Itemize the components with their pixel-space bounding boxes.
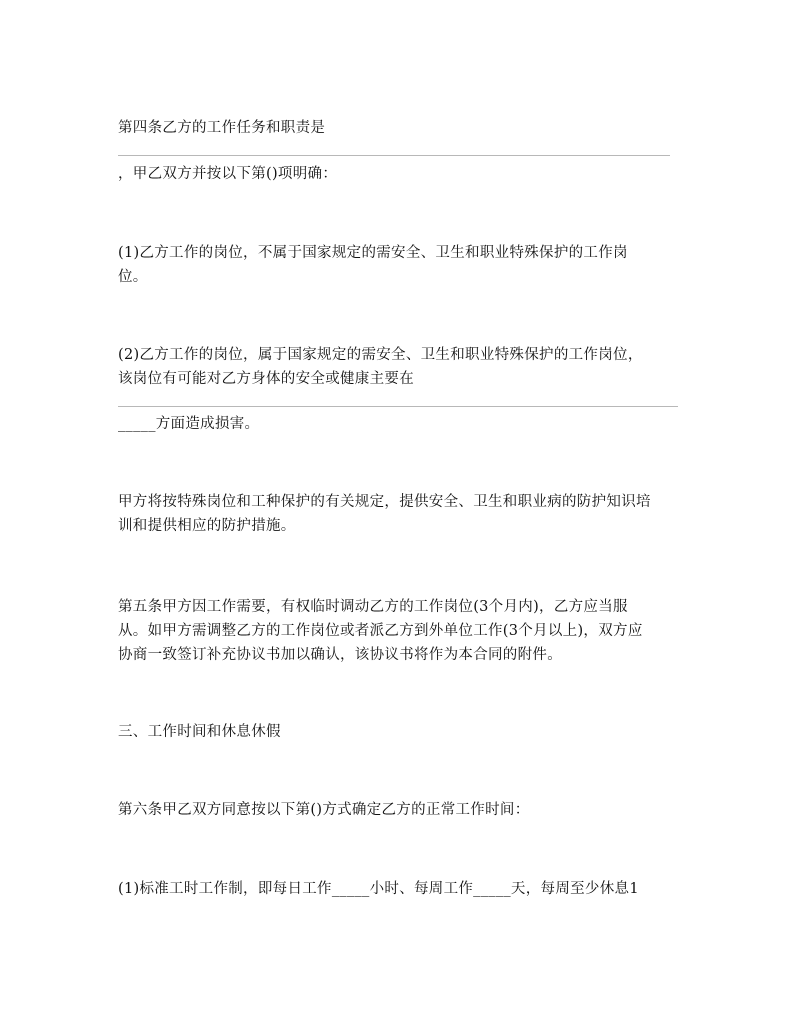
article4-option1-line2: 位。 xyxy=(118,269,148,285)
protection-line2: 训和提供相应的防护措施。 xyxy=(118,518,296,534)
article4-option2-line2: 该岗位有可能对乙方身体的安全或健康主要在 xyxy=(118,371,414,387)
article4-line2: ，甲乙双方并按以下第()项明确： xyxy=(118,166,338,182)
article4-option2-line3: _____方面造成损害。 xyxy=(118,416,260,432)
article6-option1: (1)标准工时工作制，即每日工作_____小时、每周工作_____天，每周至少休息1 xyxy=(118,881,639,897)
blank-fill-line xyxy=(118,155,670,156)
article4-option1-line1: (1)乙方工作的岗位，不属于国家规定的需安全、卫生和职业特殊保护的工作岗 xyxy=(118,245,628,261)
article5-line3: 协商一致签订补充协议书加以确认，该协议书将作为本合同的附件。 xyxy=(118,647,562,663)
article5-line1: 第五条甲方因工作需要，有权临时调动乙方的工作岗位(3个月内)，乙方应当服 xyxy=(118,599,628,615)
protection-line1: 甲方将按特殊岗位和工种保护的有关规定，提供安全、卫生和职业病的防护知识培 xyxy=(118,494,651,510)
section3-heading: 三、工作时间和休息休假 xyxy=(118,724,281,740)
blank-fill-line xyxy=(118,406,678,407)
article6-line1: 第六条甲乙双方同意按以下第()方式确定乙方的正常工作时间： xyxy=(118,802,530,818)
article4-option2-line1: (2)乙方工作的岗位，属于国家规定的需安全、卫生和职业特殊保护的工作岗位， xyxy=(118,347,643,363)
article5-line2: 从。如甲方需调整乙方的工作岗位或者派乙方到外单位工作(3个月以上)，双方应 xyxy=(118,623,643,639)
article4-heading: 第四条乙方的工作任务和职责是 xyxy=(118,120,326,136)
